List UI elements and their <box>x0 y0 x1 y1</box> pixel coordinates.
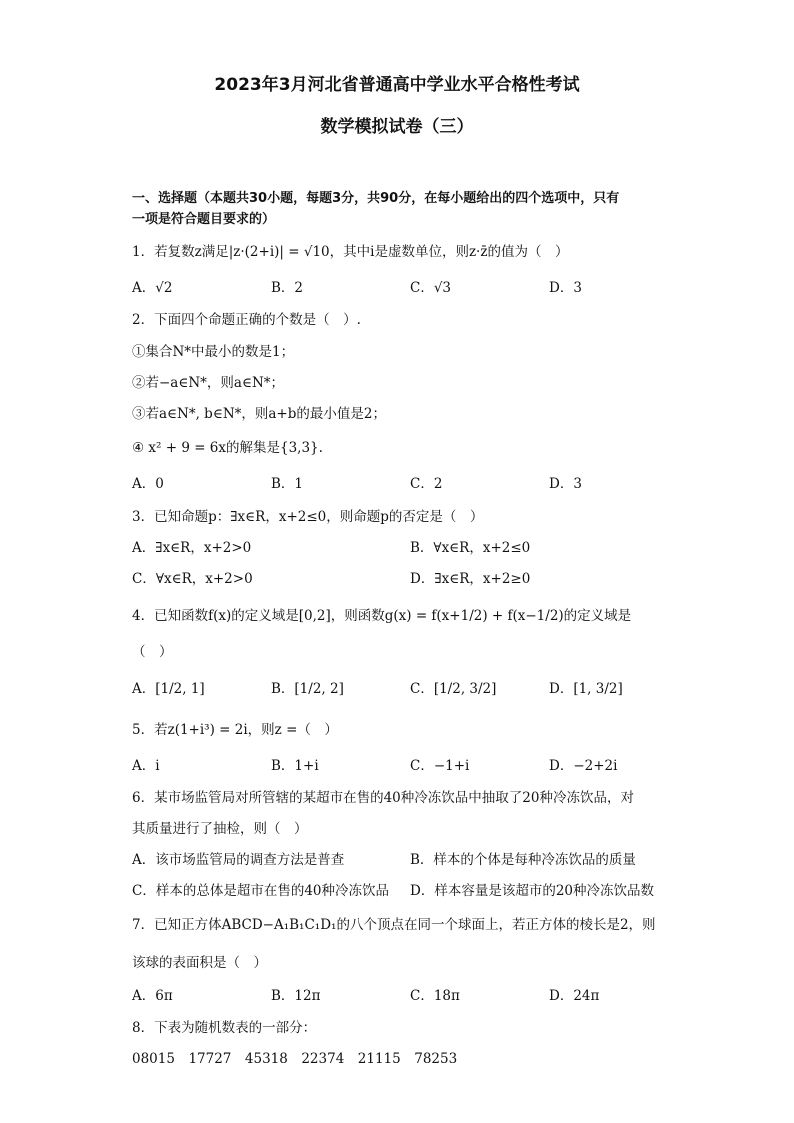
random-number-row: 08015 17727 45318 22374 21115 78253 <box>132 1051 458 1067</box>
option-d: D．3 <box>549 476 582 492</box>
option-c: C．∀x∈R，x+2>0 <box>132 571 253 587</box>
question-2-item: ①集合N*中最小的数是1； <box>132 344 295 360</box>
question-2-options <box>132 472 672 492</box>
option-b: B．1 <box>271 476 304 492</box>
option-a: A．√2 <box>132 280 173 296</box>
question-2-item: ④ x² + 9 = 6x的解集是{3,3}. <box>132 440 323 456</box>
question-3-options-row1 <box>132 536 672 556</box>
option-a: A．∃x∈R，x+2>0 <box>132 540 252 556</box>
question-7-stem-cont: 该球的表面积是（ ） <box>132 955 267 971</box>
question-4-stem-cont: （ ） <box>132 644 173 660</box>
question-1-options <box>132 276 672 296</box>
option-a: A．[1/2, 1] <box>132 681 205 697</box>
question-5-options <box>132 754 672 774</box>
option-c: C．样本的总体是超市在售的40种冷冻饮品 <box>132 883 390 899</box>
option-c: C．√3 <box>410 280 452 296</box>
option-a: A．该市场监管局的调查方法是普查 <box>132 852 345 868</box>
option-c: C．2 <box>410 476 443 492</box>
question-6-stem: 6．某市场监管局对所管辖的某超市在售的40种冷冻饮品中抽取了20种冷冻饮品，对 <box>132 790 634 806</box>
option-d: D．[1, 3/2] <box>549 681 623 697</box>
question-2-stem: 2．下面四个命题正确的个数是（ ）. <box>132 312 361 328</box>
question-6-options-row2 <box>132 879 672 899</box>
option-b: B．2 <box>271 280 304 296</box>
exam-title: 2023年3月河北省普通高中学业水平合格性考试 <box>214 75 580 95</box>
question-1-stem: 1．若复数z满足|z·(2+i)| = √10，其中i是虚数单位，则z·z̄的值为（ ） <box>132 244 569 260</box>
question-6-options-row1 <box>132 848 672 868</box>
question-8-stem: 8．下表为随机数表的一部分： <box>132 1020 317 1036</box>
option-d: D．样本容量是该超市的20种冷冻饮品数 <box>410 883 655 899</box>
option-b: B．1+i <box>271 758 319 774</box>
option-a: A．0 <box>132 476 164 492</box>
question-3-stem: 3．已知命题p：∃x∈R，x+2≤0，则命题p的否定是（ ） <box>132 509 484 525</box>
question-5-stem: 5．若z(1+i³) = 2i，则z =（ ） <box>132 722 338 738</box>
exam-subtitle: 数学模拟试卷（三） <box>320 117 474 137</box>
option-b: B．∀x∈R，x+2≤0 <box>410 540 531 556</box>
question-7-stem: 7．已知正方体ABCD−A₁B₁C₁D₁的八个顶点在同一个球面上，若正方体的棱长是2，则 <box>132 917 656 933</box>
option-c: C．[1/2, 3/2] <box>410 681 497 697</box>
option-a: A．6π <box>132 988 173 1004</box>
option-c: C．18π <box>410 988 460 1004</box>
section-heading-line1: 一、选择题（本题共30小题，每题3分，共90分，在每小题给出的四个选项中，只有 <box>132 191 620 206</box>
question-2-item: ②若−a∈N*，则a∈N*； <box>132 375 285 391</box>
option-b: B．样本的个体是每种冷冻饮品的质量 <box>410 852 636 868</box>
question-6-stem-cont: 其质量进行了抽检，则（ ） <box>132 821 308 837</box>
question-7-options <box>132 984 672 1004</box>
option-c: C．−1+i <box>410 758 470 774</box>
option-b: B．12π <box>271 988 321 1004</box>
question-3-options-row2 <box>132 567 672 587</box>
option-b: B．[1/2, 2] <box>271 681 344 697</box>
option-d: D．∃x∈R，x+2≥0 <box>410 571 531 587</box>
question-4-stem: 4．已知函数f(x)的定义域是[0,2]，则函数g(x) = f(x+1/2) + f(x−1/2)的定义域是 <box>132 608 632 624</box>
option-d: D．−2+2i <box>549 758 618 774</box>
question-4-options <box>132 677 672 697</box>
option-d: D．24π <box>549 988 600 1004</box>
question-2-item: ③若a∈N*, b∈N*，则a+b的最小值是2； <box>132 406 386 422</box>
section-heading-line2: 一项是符合题目要求的） <box>132 212 276 227</box>
option-d: D．3 <box>549 280 582 296</box>
option-a: A．i <box>132 758 160 774</box>
